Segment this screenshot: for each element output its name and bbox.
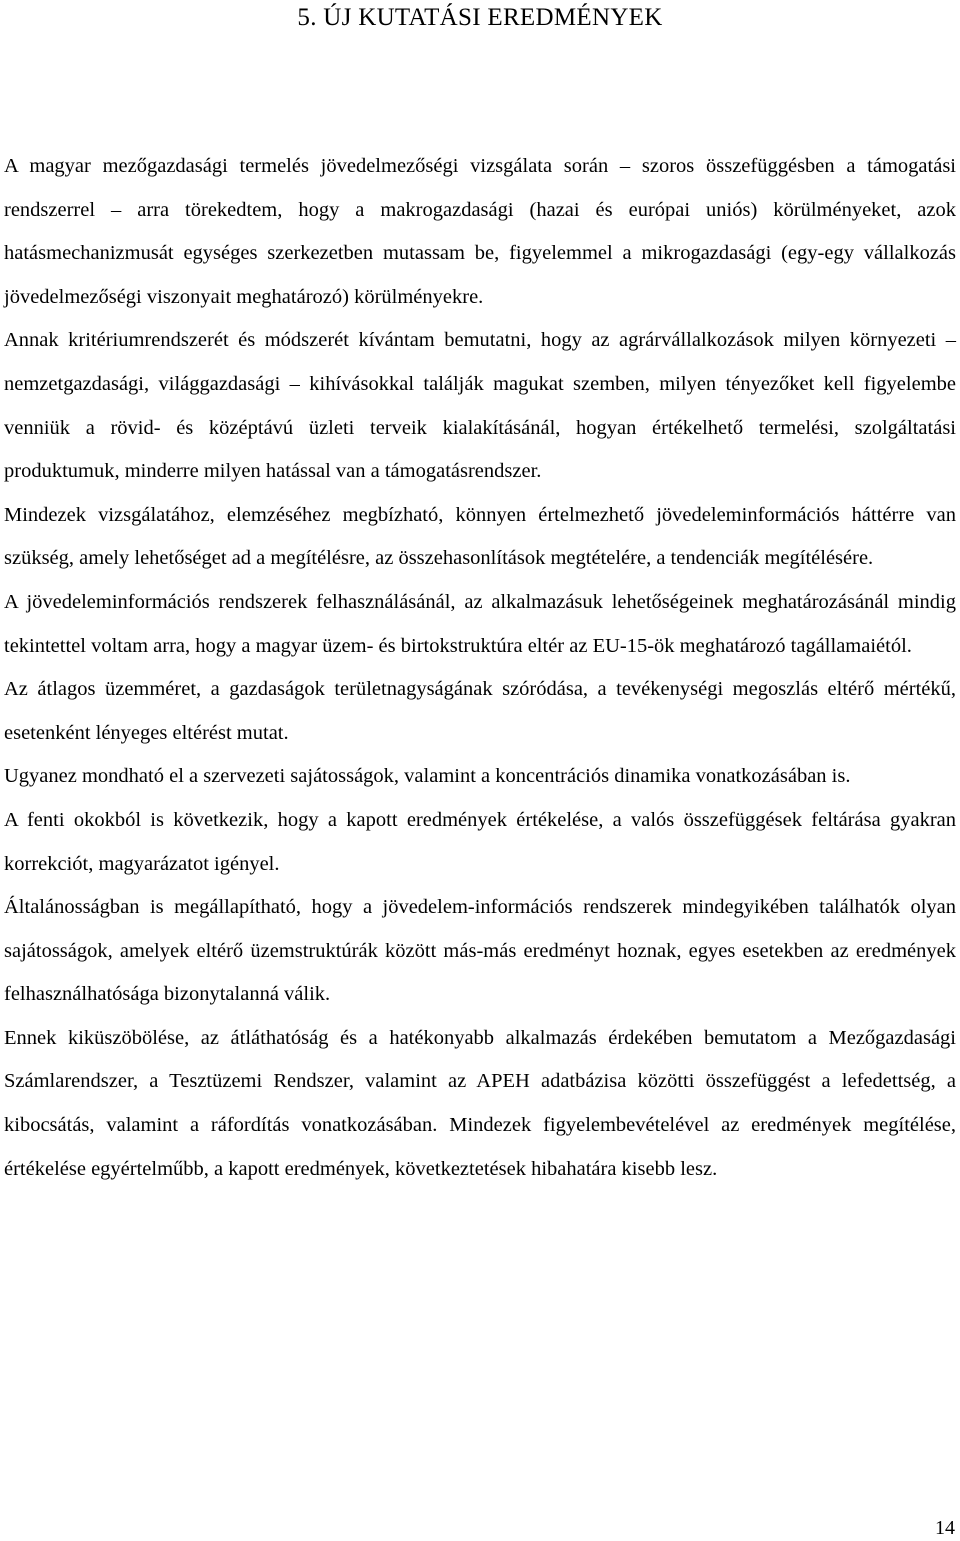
paragraph-1: A magyar mezőgazdasági termelés jövedelmezőségi vizsgálata során – szoros összefüggésben a támogatási rendszerrel – arra törekedtem, hogy a makrogazdasági (hazai és európai uniós) körülményeket, azok hatásmechanizmusát egységes szerkezetben mutassam be, figyelemmel a mikrogazdasági (egy-egy vállalkozás jövedelmezőségi viszonyait meghatározó) körülményekre. <box>4 155 956 308</box>
page-number: 14 <box>935 1517 955 1539</box>
paragraph-7: A fenti okokból is következik, hogy a kapott eredmények értékelése, a valós összefüggések feltárása gyakran korrekciót, magyarázatot igényel. <box>4 808 956 875</box>
paragraph-9: Ennek kiküszöbölése, az átláthatóság és a hatékonyabb alkalmazás érdekében bemutatom a Mezőgazdasági Számlarendszer, a Tesztüzemi Rendszer, valamint az APEH adatbázisa közötti összefüggést a lefedettség, a kibocsátás, valamint a ráfordítás vonatkozásában. Mindezek figyelembevételével az eredmények megítélése, értékelése egyértelműbb, a kapott eredmények, következtetések hibahatára kisebb lesz. <box>4 1026 956 1180</box>
paragraph-5: Az átlagos üzemméret, a gazdaságok területnagyságának szóródása, a tevékenységi megoszlás eltérő mértékű, esetenként lényeges eltérést mutat. <box>4 678 956 744</box>
document-body <box>4 145 956 1191</box>
paragraph-2: Annak kritériumrendszerét és módszerét kívántam bemutatni, hogy az agrárvállalkozások milyen környezeti – nemzetgazdasági, világgazdasági – kihívásokkal találják magukat szemben, milyen tényezőket kell figyelembe venniük a rövid- és középtávú üzleti terveik kialakításánál, hogyan értékelhető termelési, szolgáltatási produktumuk, minderre milyen hatással van a támogatásrendszer. <box>4 329 956 483</box>
page-title: 5. ÚJ KUTATÁSI EREDMÉNYEK <box>297 4 663 31</box>
paragraph-8: Általánosságban is megállapítható, hogy a jövedelem-információs rendszerek mindegyikében találhatók olyan sajátosságok, amelyek eltérő üzemstruktúrák között más-más eredményt hoznak, egyes esetekben az eredmények felhasználhatósága bizonytalanná válik. <box>4 896 956 1006</box>
paragraph-4: A jövedeleminformációs rendszerek felhasználásánál, az alkalmazásuk lehetőségeinek meghatározásánál mindig tekintettel voltam arra, hogy a magyar üzem- és birtokstruktúra eltér az EU-15-ök meghatározó tagállamaiétól. <box>4 590 956 657</box>
paragraph-3: Mindezek vizsgálatához, elemzéséhez megbízható, könnyen értelmezhető jövedeleminformációs háttérre van szükség, amely lehetőséget ad a megítélésre, az összehasonlítások megtételére, a tendenciák megítélésére. <box>4 503 956 570</box>
paragraph-6: Ugyanez mondható el a szervezeti sajátosságok, valamint a koncentrációs dinamika vonatkozásában is. <box>4 765 851 788</box>
